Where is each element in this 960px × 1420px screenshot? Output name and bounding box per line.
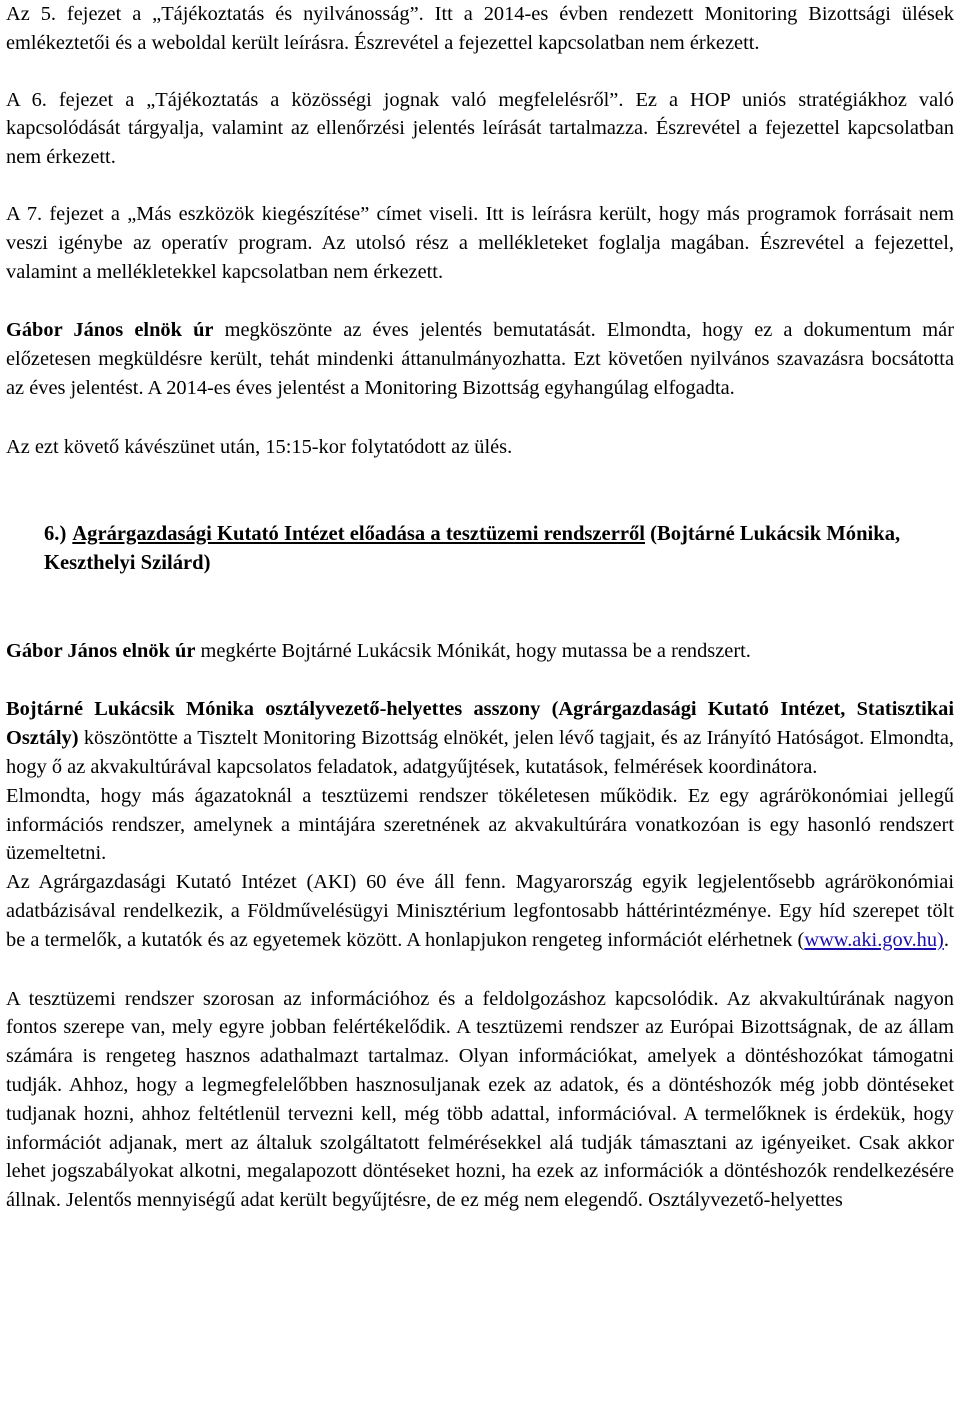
paragraph-text: köszöntötte a Tisztelt Monitoring Bizottság elnökét, jelen lévő tagjait, és az Irányító Hatóságot. Elmondta, hogy ő az akvakultúrával kapcsolatos feladatok, adatgyűjtések, kutatások, felmérések koordinátora. <box>6 727 954 778</box>
paragraph-chapter-7: A 7. fejezet a „Más eszközök kiegészítése” címet viseli. Itt is leírásra került, hogy más programok forrásait nem veszi igénybe az operatív program. Az utolsó rész a mellékleteket foglalja magában. Észrevétel a fejezettel, valamint a mellékletekkel kapcsolatban nem érkezett. <box>6 202 954 283</box>
paragraph-presenter-intro <box>6 695 954 781</box>
paragraph-text: megköszönte az éves jelentés bemutatását. Elmondta, hogy ez a dokumentum már előzetesen megküldésre került, tehát mindenki áttanulmányozhatta. Ezt követően nyilvános szavazásra bocsátotta az éves jelentést. A 2014-es éves jelentést a Monitoring Bizottság egyhangúlag elfogadta. <box>6 319 955 399</box>
section-presenters: (Bojtárné Lukácsik Mónika, Keszthelyi Szilárd) <box>44 522 901 575</box>
paragraph-chapter-6: A 6. fejezet a „Tájékoztatás a közösségi jognak való megfelelésről”. Ez a HOP uniós stratégiákhoz való kapcsolódását tárgyalja, valamint az ellenőrzési jelentés leírását tartalmazza. Észrevétel a fejezettel kapcsolatban nem érkezett. <box>6 88 954 169</box>
paragraph-text: Az Agrárgazdasági Kutató Intézet (AKI) 60 éve áll fenn. Magyarország egyik legjelentősebb agrárökonómiai adatbázisával rendelkezik, a Földművelésügyi Minisztérium legfontosabb háttérintézménye. Egy híd szerepet tölt be a termelők, a kutatók és az egyetemek között. A honlapjukon rengeteg információt elérhetnek ( <box>6 871 954 951</box>
paragraph-test-farm-system: Elmondta, hogy más ágazatoknál a tesztüzemi rendszer tökéletesen működik. Ez egy agrárökonómiai jellegű információs rendszer, amelynek a mintájára szeretnének az akvakultúrára vonatkozóan is egy hasonló rendszert üzemeltetni. <box>6 784 954 865</box>
speaker-name: Gábor János elnök úr <box>6 639 196 662</box>
speaker-name: Bojtárné Lukácsik Mónika osztályvezető-helyettes asszony (Agrárgazdasági Kutató Intézet, Statisztikai Osztály) <box>6 698 954 750</box>
paragraph-text: megkérte Bojtárné Lukácsik Mónikát, hogy mutassa be a rendszert. <box>195 639 751 662</box>
paragraph-report-approval <box>6 316 954 402</box>
paragraph-aki-institute <box>6 868 954 954</box>
speaker-name: Gábor János elnök úr <box>6 319 214 342</box>
paragraph-chair-request <box>6 637 954 666</box>
paragraph-text-end: . <box>943 928 949 951</box>
section-number: 6.) <box>44 522 67 545</box>
paragraph-test-farm-information: A tesztüzemi rendszer szorosan az információhoz és a feldolgozáshoz kapcsolódik. Az akvakultúrának nagyon fontos szerepe van, mely egyre jobban felértékelődik. A tesztüzemi rendszer az Európai Bizottságnak, de az állam számára is rengeteg hasznos adathalmazt tartalmaz. Olyan információkat, amelyek a döntéshozókat támogatni tudják. Ahhoz, hogy a legmegfelelőbben hasznosuljanak ezek az adatok, és a döntéshozók még jobb döntéseket tudjanak hozni, ahhoz feltétlenül tervezni kell, még több adattal, információval. A termelőknek is érdekük, hogy információt adjanak, mert az általuk szolgáltatott felmérésekkel alá tudják támasztani az igényeiket. Csak akkor lehet jogszabályokat alkotni, megalapozott döntéseket hozni, ha ezek az információk a döntéshozók rendelkezésére állnak. Jelentős mennyiségű adat került begyűjtésre, de ez még nem elegendő. Osztályvezető-helyettes <box>6 987 954 1212</box>
section-title: Agrárgazdasági Kutató Intézet előadása a tesztüzemi rendszerről <box>72 522 645 545</box>
paragraph-chapter-5: Az 5. fejezet a „Tájékoztatás és nyilvánosság”. Itt a 2014-es évben rendezett Monitoring Bizottsági ülések emlékeztetői és a weboldal került leírásra. Észrevétel a fejezettel kapcsolatban nem érkezett. <box>6 3 954 54</box>
aki-website-link[interactable]: www.aki.gov.hu) <box>804 928 944 951</box>
paragraph-coffee-break: Az ezt követő kávészünet után, 15:15-kor folytatódott az ülés. <box>6 435 513 458</box>
section-heading-6 <box>6 520 954 579</box>
